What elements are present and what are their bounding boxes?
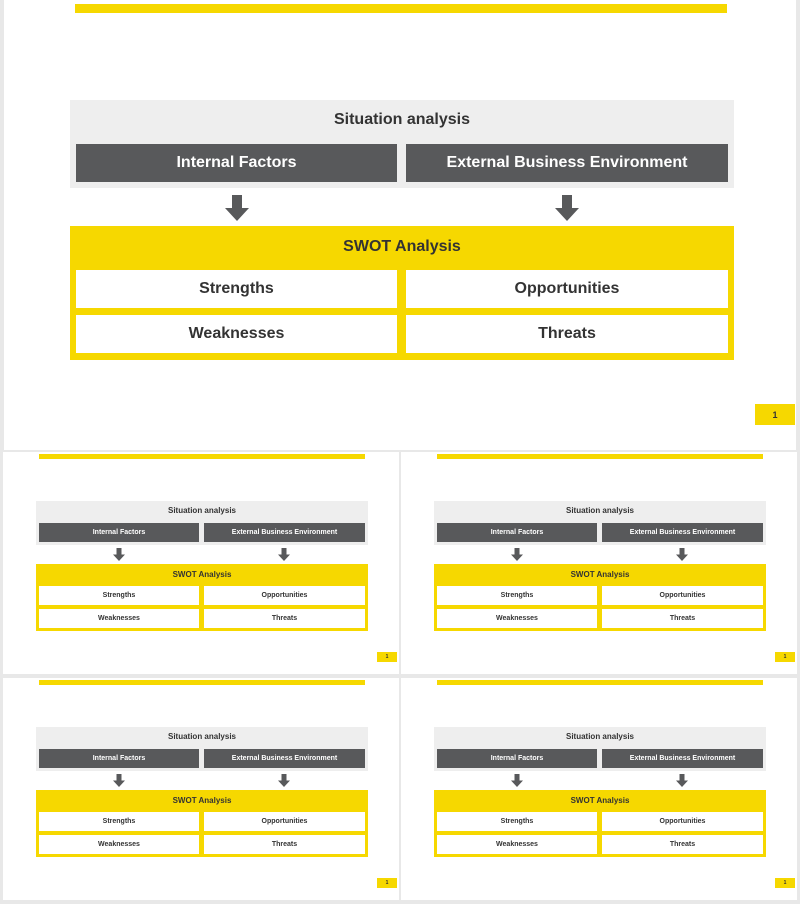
opportunities-cell: Opportunities [204, 586, 365, 605]
down-arrow-icon [511, 548, 523, 561]
down-arrow-icon [676, 774, 688, 787]
down-arrow-icon [113, 774, 125, 787]
page-number-badge: 1 [377, 878, 397, 888]
threats-cell: Threats [406, 315, 728, 353]
strengths-cell: Strengths [39, 586, 199, 605]
internal-factors-box: Internal Factors [39, 749, 199, 768]
swot-analysis-title: SWOT Analysis [172, 570, 232, 579]
swot-analysis-box [36, 564, 368, 631]
page-number-badge: 1 [755, 404, 795, 425]
slide-thumbnail[interactable] [401, 678, 797, 900]
opportunities-cell: Opportunities [602, 812, 763, 831]
threats-cell: Threats [602, 835, 763, 854]
page-number-badge: 1 [775, 878, 795, 888]
situation-analysis-title: Situation analysis [167, 732, 237, 741]
slide-thumbnail[interactable] [3, 452, 399, 674]
external-environment-box: External Business Environment [406, 144, 728, 182]
strengths-cell: Strengths [437, 586, 597, 605]
threats-cell: Threats [204, 609, 365, 628]
top-accent-bar [437, 454, 763, 459]
strengths-cell: Strengths [76, 270, 397, 308]
internal-factors-box: Internal Factors [437, 749, 597, 768]
external-environment-box: External Business Environment [204, 749, 365, 768]
slide-thumbnail[interactable] [401, 452, 797, 674]
situation-analysis-title: Situation analysis [565, 732, 635, 741]
internal-factors-box: Internal Factors [437, 523, 597, 542]
swot-analysis-title: SWOT Analysis [343, 238, 461, 255]
top-accent-bar [437, 680, 763, 685]
external-environment-box: External Business Environment [204, 523, 365, 542]
swot-analysis-box [70, 226, 734, 360]
page-number-badge: 1 [377, 652, 397, 662]
situation-analysis-box [70, 100, 734, 188]
situation-analysis-title: Situation analysis [565, 506, 635, 515]
external-environment-box: External Business Environment [602, 749, 763, 768]
swot-analysis-title: SWOT Analysis [570, 796, 630, 805]
page-number-badge: 1 [775, 652, 795, 662]
internal-factors-box: Internal Factors [76, 144, 397, 182]
threats-cell: Threats [602, 609, 763, 628]
weaknesses-cell: Weaknesses [76, 315, 397, 353]
situation-analysis-title: Situation analysis [333, 111, 471, 128]
opportunities-cell: Opportunities [602, 586, 763, 605]
swot-analysis-title: SWOT Analysis [172, 796, 232, 805]
main-slide[interactable] [4, 0, 796, 450]
weaknesses-cell: Weaknesses [437, 835, 597, 854]
down-arrow-icon [511, 774, 523, 787]
down-arrow-icon [113, 548, 125, 561]
down-arrow-icon [676, 548, 688, 561]
opportunities-cell: Opportunities [406, 270, 728, 308]
situation-analysis-box [434, 501, 766, 545]
top-accent-bar [75, 4, 727, 13]
strengths-cell: Strengths [39, 812, 199, 831]
swot-analysis-box [434, 790, 766, 857]
strengths-cell: Strengths [437, 812, 597, 831]
top-accent-bar [39, 680, 365, 685]
weaknesses-cell: Weaknesses [39, 609, 199, 628]
situation-analysis-box [36, 727, 368, 771]
weaknesses-cell: Weaknesses [437, 609, 597, 628]
down-arrow-icon [278, 774, 290, 787]
opportunities-cell: Opportunities [204, 812, 365, 831]
internal-factors-box: Internal Factors [39, 523, 199, 542]
top-accent-bar [39, 454, 365, 459]
slide-thumbnail[interactable] [3, 678, 399, 900]
down-arrow-icon [555, 195, 579, 221]
down-arrow-icon [278, 548, 290, 561]
situation-analysis-title: Situation analysis [167, 506, 237, 515]
swot-analysis-box [434, 564, 766, 631]
swot-analysis-title: SWOT Analysis [570, 570, 630, 579]
weaknesses-cell: Weaknesses [39, 835, 199, 854]
situation-analysis-box [36, 501, 368, 545]
external-environment-box: External Business Environment [602, 523, 763, 542]
threats-cell: Threats [204, 835, 365, 854]
swot-analysis-box [36, 790, 368, 857]
down-arrow-icon [225, 195, 249, 221]
situation-analysis-box [434, 727, 766, 771]
